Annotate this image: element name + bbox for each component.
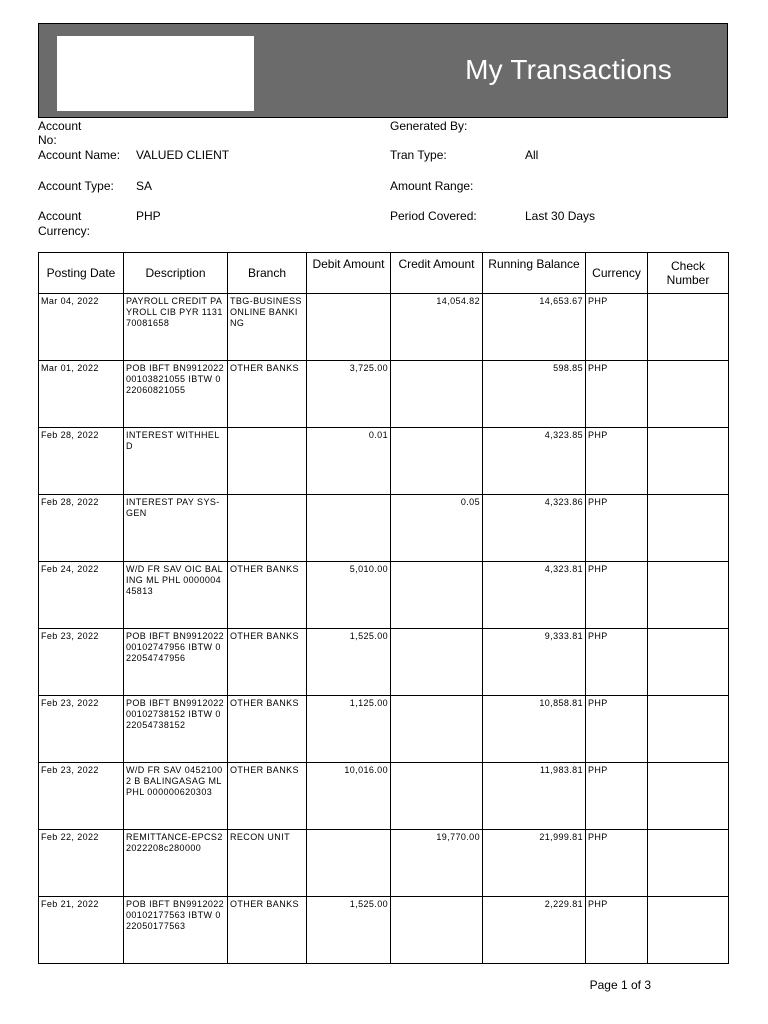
cell-description: INTEREST WITHHELD bbox=[124, 428, 228, 495]
col-description: Description bbox=[124, 253, 228, 294]
cell-currency: PHP bbox=[586, 696, 648, 763]
tran-type-value: All bbox=[525, 148, 539, 162]
cell-debit-amount bbox=[307, 495, 391, 562]
period-covered-label: Period Covered: bbox=[390, 209, 477, 223]
cell-description: W/D FR SAV 04521002 B BALINGASAG ML PHL 000000620303 bbox=[124, 763, 228, 830]
table-row bbox=[39, 629, 729, 696]
generated-by-label: Generated By: bbox=[390, 119, 468, 133]
cell-currency: PHP bbox=[586, 897, 648, 964]
cell-credit-amount bbox=[391, 629, 483, 696]
page-number: Page 1 of 3 bbox=[589, 978, 651, 992]
cell-debit-amount: 1,525.00 bbox=[307, 629, 391, 696]
cell-currency: PHP bbox=[586, 428, 648, 495]
table-row bbox=[39, 763, 729, 830]
cell-currency: PHP bbox=[586, 361, 648, 428]
cell-credit-amount: 14,054.82 bbox=[391, 294, 483, 361]
cell-running-balance: 10,858.81 bbox=[483, 696, 586, 763]
account-currency-label: Account bbox=[38, 209, 82, 223]
table-row bbox=[39, 562, 729, 629]
cell-running-balance: 11,983.81 bbox=[483, 763, 586, 830]
account-currency-value: PHP bbox=[136, 209, 161, 223]
cell-description: POB IBFT BN991202200102177563 IBTW 022050177563 bbox=[124, 897, 228, 964]
cell-branch: RECON UNIT bbox=[228, 830, 307, 897]
cell-branch: OTHER BANKS bbox=[228, 361, 307, 428]
cell-running-balance: 598.85 bbox=[483, 361, 586, 428]
col-credit-amount: Credit Amount bbox=[391, 253, 483, 294]
cell-running-balance: 2,229.81 bbox=[483, 897, 586, 964]
cell-branch: OTHER BANKS bbox=[228, 696, 307, 763]
cell-posting-date: Feb 24, 2022 bbox=[39, 562, 124, 629]
cell-debit-amount: 0.01 bbox=[307, 428, 391, 495]
col-branch: Branch bbox=[228, 253, 307, 294]
bank-logo-placeholder bbox=[57, 36, 254, 111]
cell-branch: OTHER BANKS bbox=[228, 763, 307, 830]
col-check-number bbox=[648, 253, 729, 294]
cell-posting-date: Mar 04, 2022 bbox=[39, 294, 124, 361]
cell-debit-amount bbox=[307, 294, 391, 361]
table-row bbox=[39, 897, 729, 964]
table-row bbox=[39, 495, 729, 562]
cell-branch: TBG-BUSINESS ONLINE BANKING bbox=[228, 294, 307, 361]
table-header-row bbox=[39, 253, 729, 294]
cell-credit-amount: 0.05 bbox=[391, 495, 483, 562]
cell-currency: PHP bbox=[586, 763, 648, 830]
cell-description: POB IBFT BN991202200102747956 IBTW 022054747956 bbox=[124, 629, 228, 696]
transactions-table bbox=[38, 252, 729, 964]
cell-check-number bbox=[648, 495, 729, 562]
col-currency: Currency bbox=[586, 253, 648, 294]
cell-currency: PHP bbox=[586, 562, 648, 629]
cell-posting-date: Feb 23, 2022 bbox=[39, 629, 124, 696]
cell-debit-amount bbox=[307, 830, 391, 897]
cell-check-number bbox=[648, 428, 729, 495]
cell-posting-date: Feb 21, 2022 bbox=[39, 897, 124, 964]
account-type-value: SA bbox=[136, 179, 153, 193]
cell-branch bbox=[228, 495, 307, 562]
cell-running-balance: 14,653.67 bbox=[483, 294, 586, 361]
cell-posting-date: Feb 28, 2022 bbox=[39, 495, 124, 562]
cell-check-number bbox=[648, 897, 729, 964]
cell-debit-amount: 3,725.00 bbox=[307, 361, 391, 428]
cell-branch: OTHER BANKS bbox=[228, 629, 307, 696]
cell-description: INTEREST PAY SYS-GEN bbox=[124, 495, 228, 562]
account-currency-label-line2: Currency: bbox=[38, 224, 91, 238]
cell-currency: PHP bbox=[586, 495, 648, 562]
cell-description: REMITTANCE-EPCS22022208c280000 bbox=[124, 830, 228, 897]
cell-credit-amount bbox=[391, 897, 483, 964]
report-header bbox=[38, 23, 728, 118]
cell-posting-date: Feb 28, 2022 bbox=[39, 428, 124, 495]
table-row bbox=[39, 830, 729, 897]
cell-description: POB IBFT BN991202200103821055 IBTW 022060821055 bbox=[124, 361, 228, 428]
cell-credit-amount bbox=[391, 428, 483, 495]
cell-running-balance: 21,999.81 bbox=[483, 830, 586, 897]
table-row bbox=[39, 696, 729, 763]
cell-currency: PHP bbox=[586, 629, 648, 696]
col-check-number-line2: Number bbox=[666, 273, 710, 287]
table-row bbox=[39, 361, 729, 428]
cell-description: W/D FR SAV OIC BALING ML PHL 000000445813 bbox=[124, 562, 228, 629]
cell-posting-date: Mar 01, 2022 bbox=[39, 361, 124, 428]
tran-type-label: Tran Type: bbox=[390, 148, 447, 162]
cell-check-number bbox=[648, 562, 729, 629]
cell-currency: PHP bbox=[586, 830, 648, 897]
cell-check-number bbox=[648, 696, 729, 763]
page-title: My Transactions bbox=[465, 54, 672, 85]
account-no-label: Account No: bbox=[38, 119, 82, 147]
cell-credit-amount: 19,770.00 bbox=[391, 830, 483, 897]
cell-check-number bbox=[648, 294, 729, 361]
cell-debit-amount: 5,010.00 bbox=[307, 562, 391, 629]
cell-running-balance: 4,323.81 bbox=[483, 562, 586, 629]
cell-credit-amount bbox=[391, 361, 483, 428]
cell-posting-date: Feb 23, 2022 bbox=[39, 696, 124, 763]
account-name-value: VALUED CLIENT bbox=[136, 148, 230, 162]
cell-check-number bbox=[648, 763, 729, 830]
cell-running-balance: 4,323.86 bbox=[483, 495, 586, 562]
cell-description: PAYROLL CREDIT PAYROLL CIB PYR 113170081658 bbox=[124, 294, 228, 361]
cell-branch: OTHER BANKS bbox=[228, 562, 307, 629]
col-posting-date: Posting Date bbox=[39, 253, 124, 294]
cell-credit-amount bbox=[391, 763, 483, 830]
account-type-label: Account Type: bbox=[38, 179, 114, 193]
cell-posting-date: Feb 22, 2022 bbox=[39, 830, 124, 897]
cell-check-number bbox=[648, 361, 729, 428]
cell-branch: OTHER BANKS bbox=[228, 897, 307, 964]
cell-running-balance: 9,333.81 bbox=[483, 629, 586, 696]
table-row bbox=[39, 428, 729, 495]
cell-description: POB IBFT BN991202200102738152 IBTW 022054738152 bbox=[124, 696, 228, 763]
cell-check-number bbox=[648, 629, 729, 696]
col-check-number-line1: Check bbox=[670, 259, 705, 273]
cell-debit-amount: 1,525.00 bbox=[307, 897, 391, 964]
cell-credit-amount bbox=[391, 696, 483, 763]
cell-check-number bbox=[648, 830, 729, 897]
cell-branch bbox=[228, 428, 307, 495]
amount-range-label: Amount Range: bbox=[390, 179, 474, 193]
cell-debit-amount: 10,016.00 bbox=[307, 763, 391, 830]
cell-posting-date: Feb 23, 2022 bbox=[39, 763, 124, 830]
cell-currency: PHP bbox=[586, 294, 648, 361]
table-row bbox=[39, 294, 729, 361]
cell-running-balance: 4,323.85 bbox=[483, 428, 586, 495]
cell-credit-amount bbox=[391, 562, 483, 629]
account-name-label: Account Name: bbox=[38, 148, 121, 162]
col-running-balance: Running Balance bbox=[483, 253, 586, 294]
cell-debit-amount: 1,125.00 bbox=[307, 696, 391, 763]
col-debit-amount: Debit Amount bbox=[307, 253, 391, 294]
period-covered-value: Last 30 Days bbox=[525, 209, 596, 223]
